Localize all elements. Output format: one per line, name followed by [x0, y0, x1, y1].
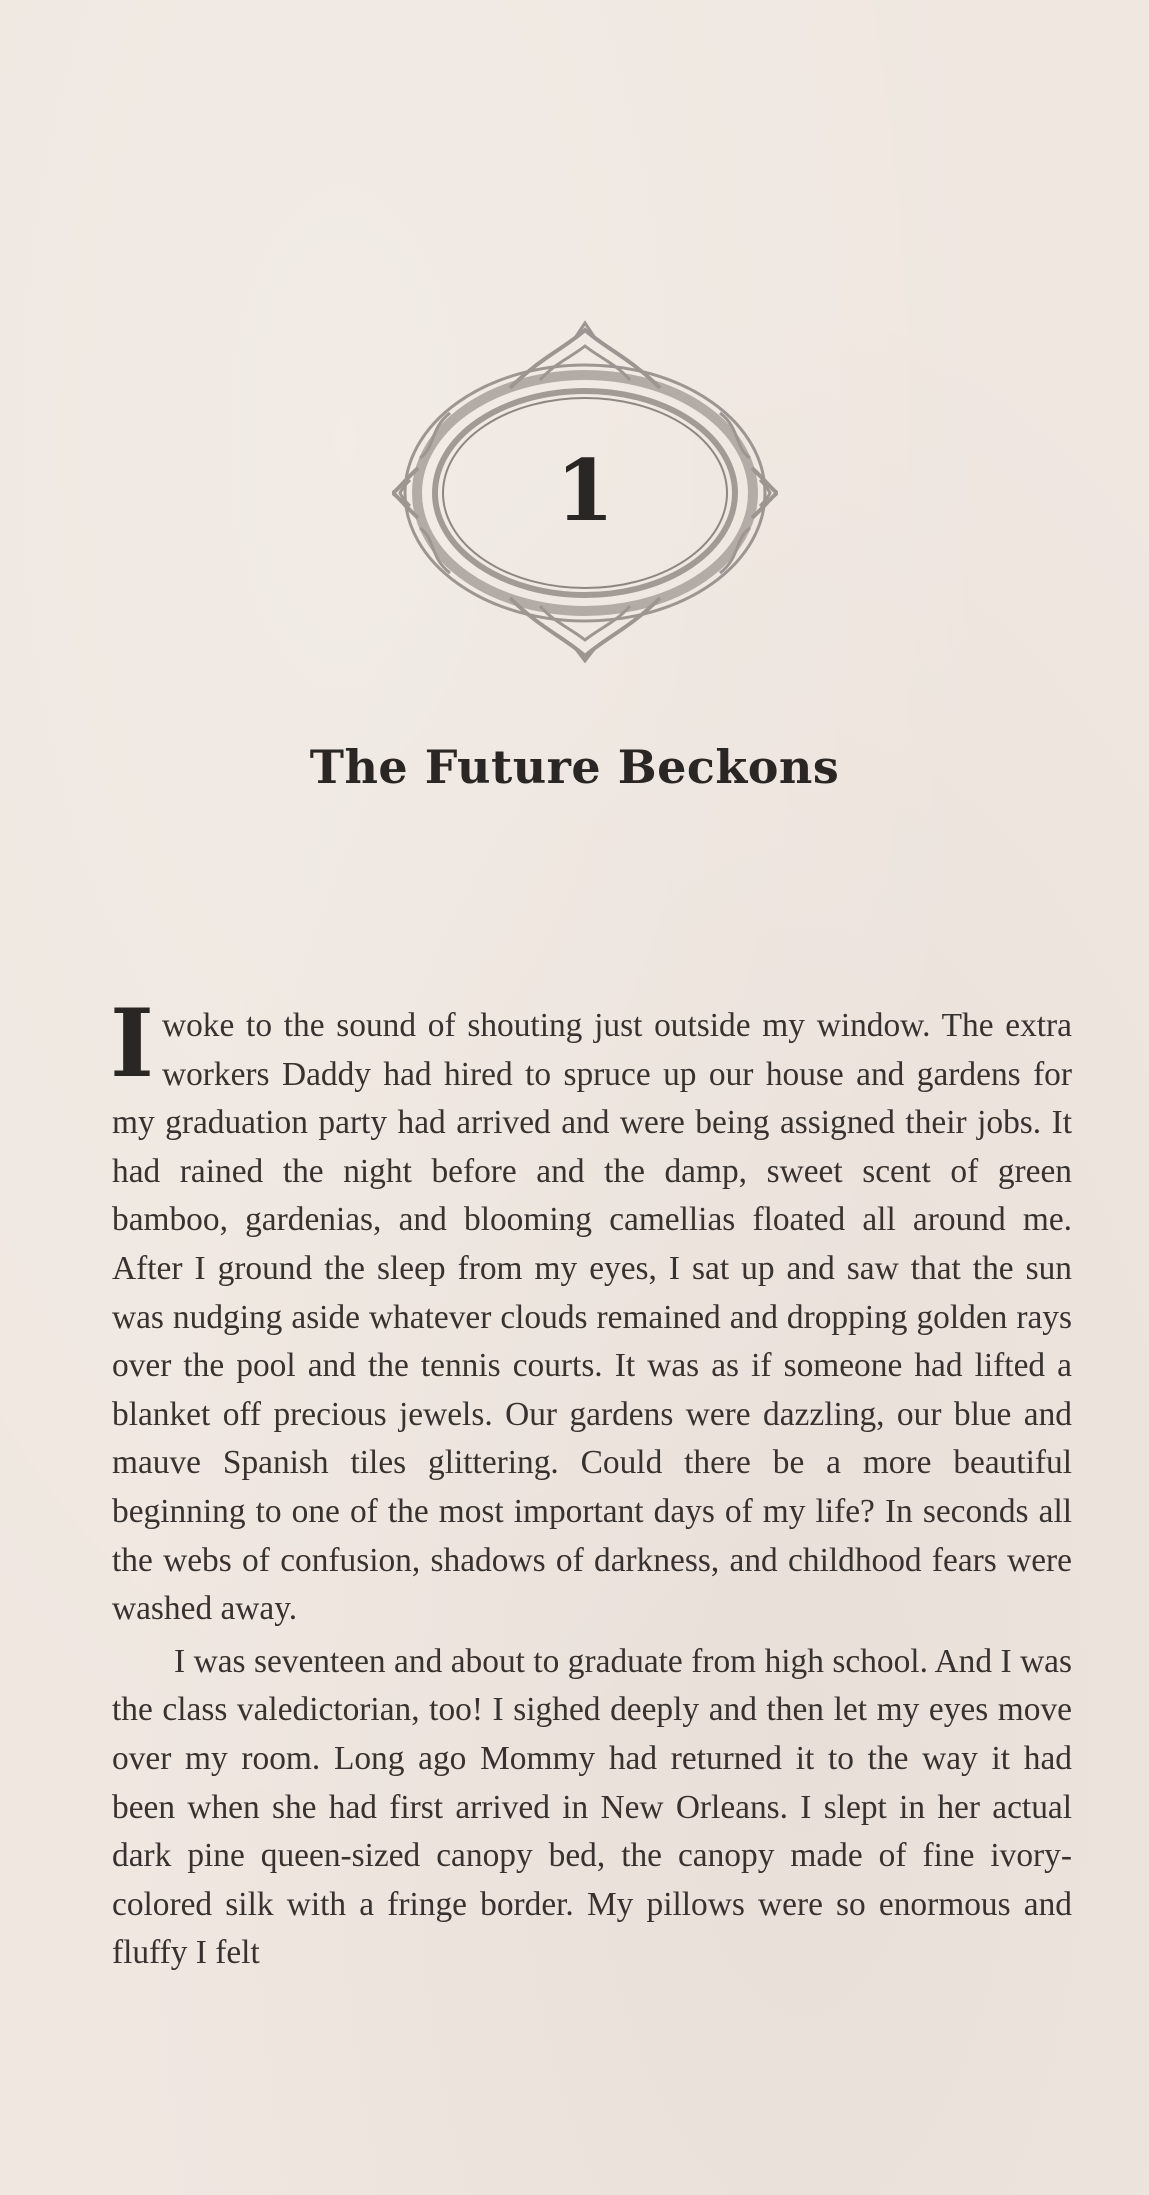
paragraph-1: [110, 989, 1072, 1634]
paragraph-2: I was seventeen and about to graduate from high school. And I was the class valedictorian, too! I sighed deeply and then let my eyes move over my room. Long ago Mommy had returned it to the way it had been when she had first arrived in New Orleans. I slept in her actual dark pine queen-sized canopy bed, the canopy made of fine ivory-colored silk with a fringe border. My pillows were so enormous and fluffy I felt: [112, 1642, 1072, 1972]
drop-cap: I: [110, 989, 154, 1099]
chapter-title: The Future Beckons: [309, 740, 840, 794]
paragraph-1-text: woke to the sound of shouting just outside my window. The extra workers Daddy had hired to spruce up our house and gardens for my graduation party had arrived and were being assigned their jobs. It had rained the night before and the damp, sweet scent of green bamboo, gardenias, and blooming camellias floated all around me. After I ground the sleep from my eyes, I sat up and saw that the sun was nudging aside whatever clouds remained and dropping golden rays over the pool and the tennis courts. It was as if someone had lifted a blanket off precious jewels. Our gardens were dazzling, our blue and mauve Spanish tiles glittering. Could there be a more beautiful beginning to one of the most important days of my life? In seconds all the webs of confusion, shadows of darkness, and childhood fears were washed away.: [112, 1007, 1072, 1628]
chapter-body: [110, 989, 1072, 1978]
chapter-number: 1: [555, 440, 615, 540]
